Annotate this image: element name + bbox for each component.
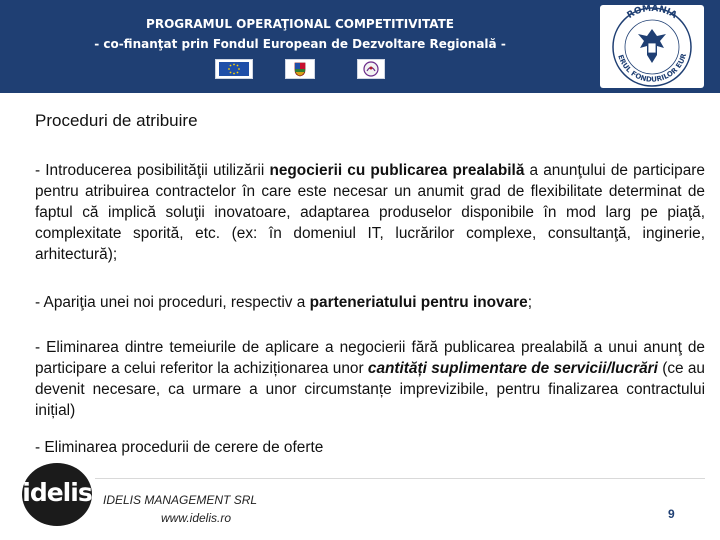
- seal-ring-text: ERUL FONDURILOR EUR: [616, 52, 689, 84]
- paragraph-negotiation-removal: - Eliminarea dintre temeiurile de aplicare a negocierii fără publicarea prealabilă a unui anunţ de participare a celui referitor la achiziționarea unor cantități suplimentare de servicii/lucrări (ce au devenit necesare, ca urmare a unor circumstanțe imprevizibile, pentru finalizarea contractului inițial): [35, 339, 705, 419]
- footer-divider: [95, 478, 705, 479]
- company-website[interactable]: www.idelis.ro: [161, 511, 232, 525]
- ministry-seal: [600, 5, 704, 88]
- paragraph-offer-removal: - Eliminarea procedurii de cerere de oferte: [35, 439, 324, 456]
- eu-flag-icon: [215, 59, 253, 79]
- slide-title: Proceduri de atribuire: [35, 111, 198, 130]
- header-banner: [0, 0, 720, 93]
- seal-top-text: ROMÂNIA: [625, 5, 679, 21]
- program-title: PROGRAMUL OPERAŢIONAL COMPETITIVITATE: [146, 17, 454, 31]
- idelis-logo: idelis: [22, 463, 92, 526]
- romania-coat-of-arms-icon: [285, 59, 315, 79]
- page-number: 9: [668, 507, 675, 521]
- company-name: IDELIS MANAGEMENT SRL: [103, 493, 258, 507]
- paragraph-innovation-partnership: - Apariţia unei noi proceduri, respectiv a parteneriatului pentru inovare;: [35, 294, 532, 311]
- paragraph-negotiation: - Introducerea posibilităţii utilizării negocierii cu publicarea prealabilă a anunţului de participare pentru atribuirea contractelor în care este necesar un anumit grad de flexibilitate determinat de faptul că implică soluţii inovatoare, adaptarea produselor disponibile în mod larg pe piaţă, complexitate sporită, etc. (ex: în domeniul IT, lucrărilor complexe, consultanţă, inginerie, arhitectură);: [35, 162, 705, 263]
- program-subtitle: - co-finanţat prin Fondul European de Dezvoltare Regională -: [94, 37, 506, 51]
- partner-logos: [0, 59, 600, 81]
- ministry-emblem-icon: [357, 59, 385, 79]
